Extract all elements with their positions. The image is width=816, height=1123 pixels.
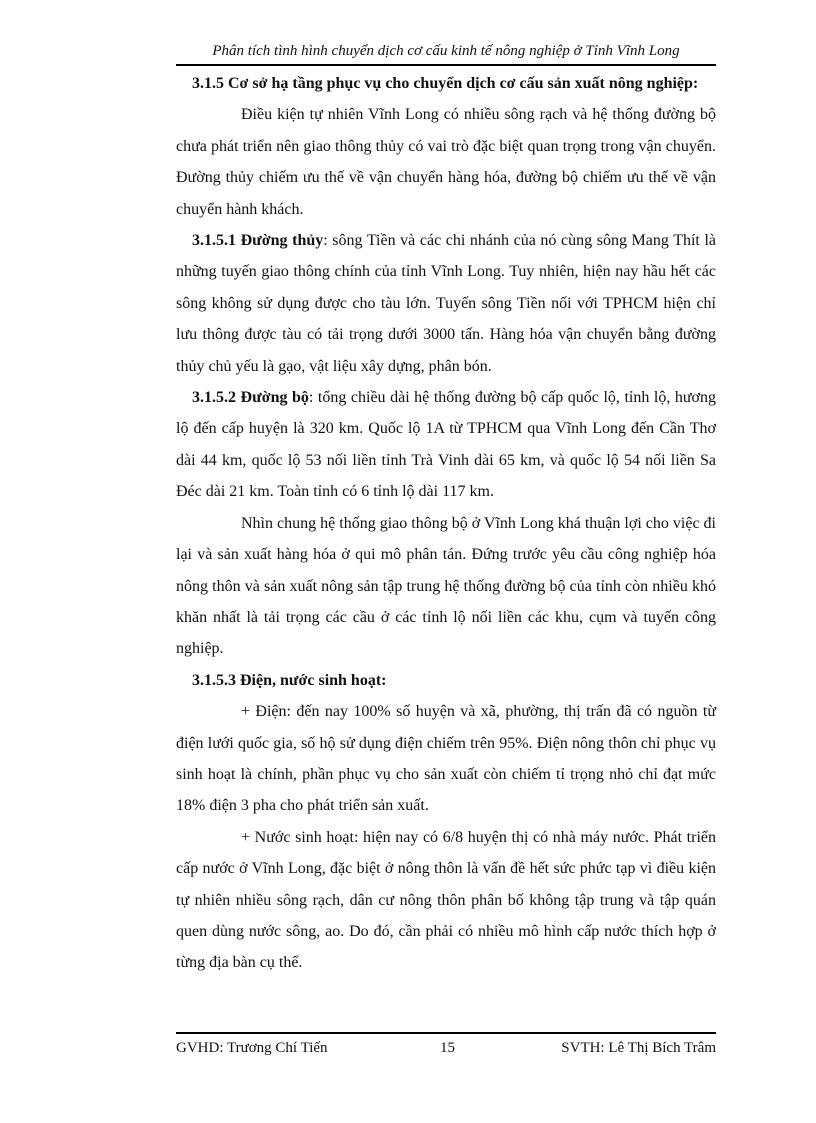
page-footer: [176, 1039, 716, 1057]
electricity-paragraph: + Điện: đến nay 100% số huyện và xã, phường, thị trấn đã có nguồn từ điện lưới quốc gia, số hộ sử dụng điện chiếm trên 95%. Điện nông thôn chỉ phục vụ sinh hoạt là chính, phần phục vụ cho sản xuất còn chiếm tỉ trọng nhỏ chỉ đạt mức 18% điện 3 pha cho phát triển sản xuất.: [176, 703, 716, 815]
road-paragraph: [176, 382, 716, 508]
road-text: : tổng chiều dài hệ thống đường bộ cấp quốc lộ, tỉnh lộ, hương lộ đến cấp huyện là 320 km. Quốc lộ 1A từ TPHCM qua Vĩnh Long đến Cần Thơ dài 44 km, quốc lộ 53 nối liền tỉnh Trà Vinh dài 65 km, và quốc lộ 54 nối liền Sa Đéc dài 21 km. Toàn tỉnh có 6 tỉnh lộ dài 117 km.: [176, 389, 716, 501]
advisor-name: GVHD: Trương Chí Tiến: [176, 1040, 328, 1056]
footer-rule: [176, 1032, 716, 1034]
waterway-text: : sông Tiền và các chi nhánh của nó cùng sông Mang Thít là những tuyến giao thông chính của tỉnh Vĩnh Long. Tuy nhiên, hiện nay hầu hết các sông không sử dụng được cho tàu lớn. Tuyến sông Tiền nối với TPHCM hiện chỉ lưu thông được tàu có tải trọng dưới 3000 tấn. Hàng hóa vận chuyển bằng đường thủy chủ yếu là gạo, vật liệu xây dựng, phân bón.: [176, 232, 716, 375]
header-rule: [176, 64, 716, 66]
waterway-paragraph: [176, 225, 716, 382]
page-number: 15: [440, 1040, 455, 1056]
page-body: [176, 68, 716, 979]
running-header: Phân tích tình hình chuyển dịch cơ cấu kinh tế nông nghiệp ở Tỉnh Vĩnh Long: [212, 43, 680, 59]
intro-paragraph: Điều kiện tự nhiên Vĩnh Long có nhiều sông rạch và hệ thống đường bộ chưa phát triển nên giao thông thủy có vai trò đặc biệt quan trọng trong vận chuyển. Đường thủy chiếm ưu thế về vận chuyển hàng hóa, đường bộ chiếm ưu thế về vận chuyển hành khách.: [176, 106, 716, 218]
road-heading: 3.1.5.2 Đường bộ: [192, 389, 309, 407]
utilities-heading: 3.1.5.3 Điện, nước sinh hoạt:: [192, 671, 387, 689]
student-name: SVTH: Lê Thị Bích Trâm: [561, 1040, 716, 1056]
road-summary-paragraph: Nhìn chung hệ thống giao thông bộ ở Vĩnh Long khá thuận lợi cho việc đi lại và sản xuất hàng hóa ở qui mô phân tán. Đứng trước yêu cầu công nghiệp hóa nông thôn và sản xuất nông sản tập trung hệ thống đường bộ của tỉnh còn nhiều khó khăn nhất là tải trọng các cầu ở các tỉnh lộ nối liền các khu, cụm và tuyến công nghiệp.: [176, 514, 716, 658]
water-paragraph: + Nước sinh hoạt: hiện nay có 6/8 huyện thị có nhà máy nước. Phát triển cấp nước ở Vĩnh Long, đặc biệt ở nông thôn là vấn đề hết sức phức tạp vì điều kiện tự nhiên nhiều sông rạch, dân cư nông thôn phân bố không tập trung và tập quán quen dùng nước sông, ao. Do đó, cần phải có nhiều mô hình cấp nước thích hợp ở từng địa bàn cụ thể.: [176, 828, 716, 972]
waterway-heading: 3.1.5.1 Đường thủy: [192, 232, 324, 250]
section-heading: 3.1.5 Cơ sở hạ tầng phục vụ cho chuyển dịch cơ cấu sản xuất nông nghiệp:: [192, 75, 699, 92]
